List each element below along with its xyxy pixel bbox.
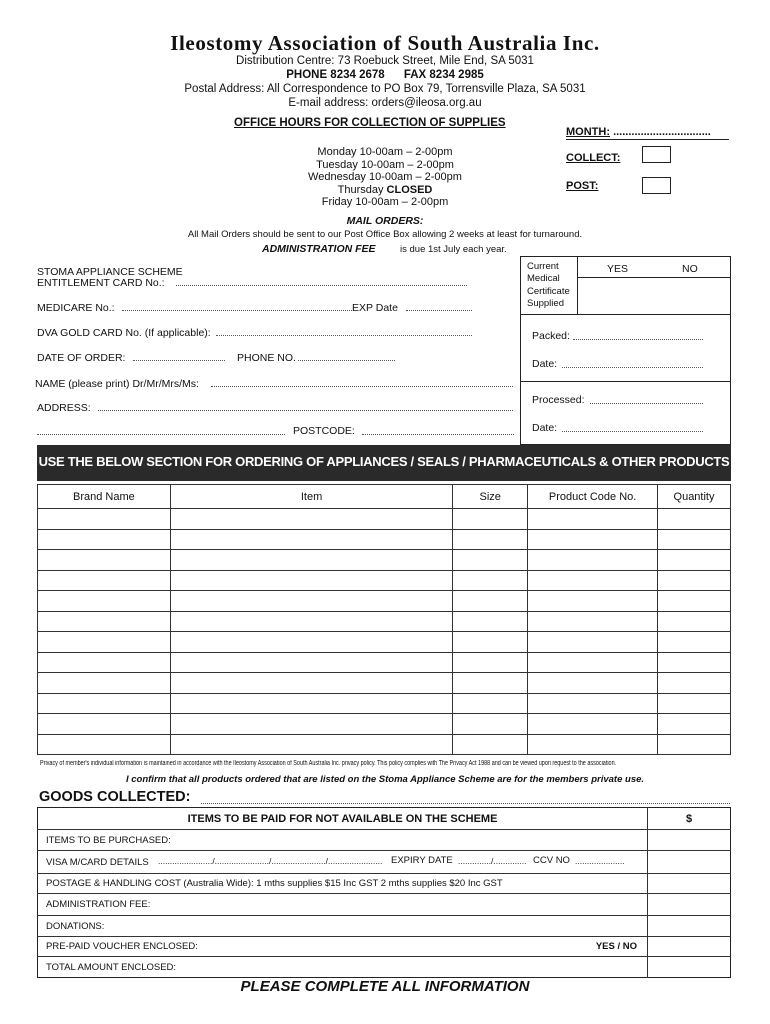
hours-tuesday: Tuesday 10-00am – 2-00pm xyxy=(316,158,454,171)
hours-thursday: Thursday CLOSED xyxy=(337,183,433,196)
date-of-order-field[interactable] xyxy=(133,352,225,361)
expiry-field[interactable]: ............../.............. xyxy=(458,856,527,866)
col-quantity: Quantity xyxy=(658,485,731,509)
phone-no-label: PHONE NO. xyxy=(237,352,296,364)
admin-fee-row[interactable]: ADMINISTRATION FEE: xyxy=(38,894,648,916)
table-row[interactable] xyxy=(38,693,731,714)
office-hours-heading: OFFICE HOURS FOR COLLECTION OF SUPPLIES xyxy=(234,117,506,129)
email-address: E-mail address: orders@ileosa.org.au xyxy=(288,97,482,109)
table-row[interactable] xyxy=(38,509,731,530)
phone-no-field[interactable] xyxy=(298,352,395,361)
certificate-yes[interactable]: YES xyxy=(607,263,629,275)
voucher-yes-no[interactable]: YES / NO xyxy=(595,941,637,952)
postcode-field[interactable] xyxy=(362,426,514,435)
org-title: Ileostomy Association of South Australia Inc. xyxy=(170,31,600,55)
postage-row[interactable]: POSTAGE & HANDLING COST (Australia Wide): 1 mths supplies $15 Inc GST 2 mths supplies $20 Inc GST xyxy=(38,874,648,894)
visa-row[interactable] xyxy=(38,851,648,874)
processed-field[interactable] xyxy=(590,395,703,404)
medicare-field[interactable] xyxy=(122,302,352,311)
collect-checkbox[interactable] xyxy=(642,146,671,163)
hours-friday: Friday 10-00am – 2-00pm xyxy=(321,196,449,209)
date-of-order-label: DATE OF ORDER: xyxy=(37,352,126,364)
table-row[interactable] xyxy=(38,570,731,591)
table-row[interactable] xyxy=(38,734,731,755)
address-field-line2[interactable] xyxy=(37,426,285,435)
processed-label: Processed: xyxy=(532,394,585,406)
closed-label: CLOSED xyxy=(386,183,433,196)
processed-date-label: Date: xyxy=(532,422,558,434)
post-label: POST: xyxy=(566,180,599,192)
postal-address: Postal Address: All Correspondence to PO Box 79, Torrensville Plaza, SA 5031 xyxy=(184,83,586,95)
address-field[interactable] xyxy=(98,402,513,411)
payment-table xyxy=(37,807,731,978)
table-row[interactable] xyxy=(38,611,731,632)
postcode-label: POSTCODE: xyxy=(293,425,355,437)
donations-amount[interactable] xyxy=(648,916,731,937)
col-item: Item xyxy=(170,485,453,509)
admin-fee-note: is due 1st July each year. xyxy=(400,244,507,255)
hours-monday: Monday 10-00am – 2-00pm xyxy=(317,146,453,158)
dollar-heading: $ xyxy=(648,808,731,830)
exp-date-label: EXP Date xyxy=(352,302,398,314)
ccv-field[interactable]: ..................... xyxy=(575,856,625,866)
table-row[interactable] xyxy=(38,529,731,550)
privacy-statement: Privacy of member's individual information is maintained in accordance with the Ileostomy Association of South Australia Inc. privacy policy. This policy complies with The Privacy Act 1988 and can be viewed upon request to the association. xyxy=(40,760,617,767)
stoma-scheme-label: STOMA APPLIANCE SCHEME ENTITLEMENT CARD No.: xyxy=(37,266,183,289)
table-row[interactable] xyxy=(38,591,731,612)
medicare-label: MEDICARE No.: xyxy=(37,302,115,314)
payment-heading: ITEMS TO BE PAID FOR NOT AVAILABLE ON THE SCHEME xyxy=(38,808,648,830)
distribution-address: Distribution Centre: 73 Roebuck Street, Mile End, SA 5031 xyxy=(236,55,534,67)
dva-field[interactable] xyxy=(216,327,472,336)
exp-date-field[interactable] xyxy=(406,302,472,311)
certificate-label: Current Medical Certificate Supplied xyxy=(527,261,570,310)
admin-fee-label: ADMINISTRATION FEE xyxy=(262,243,376,255)
table-row[interactable] xyxy=(38,652,731,673)
month-field[interactable]: MONTH: ................................ xyxy=(566,126,711,138)
packed-field[interactable] xyxy=(573,331,703,340)
expiry-label: EXPIRY DATE xyxy=(391,855,453,866)
items-purchased-amount[interactable] xyxy=(648,830,731,851)
voucher-row[interactable] xyxy=(38,937,648,957)
total-amount[interactable] xyxy=(648,957,731,978)
col-size: Size xyxy=(453,485,528,509)
donations-row[interactable]: DONATIONS: xyxy=(38,916,648,937)
certificate-no[interactable]: NO xyxy=(682,263,698,275)
hours-wednesday: Wednesday 10-00am – 2-00pm xyxy=(308,171,462,184)
table-row[interactable] xyxy=(38,632,731,653)
confirm-statement: I confirm that all products ordered that are listed on the Stoma Appliance Scheme are for the members private use. xyxy=(125,774,645,785)
table-row[interactable] xyxy=(38,673,731,694)
mail-orders-heading: MAIL ORDERS: xyxy=(346,215,424,227)
collect-label: COLLECT: xyxy=(566,152,621,164)
order-table-header xyxy=(38,485,731,509)
table-row[interactable] xyxy=(38,714,731,735)
visa-field[interactable]: ......................./......................./......................./....................... xyxy=(158,856,383,866)
name-label: NAME (please print) Dr/Mr/Mrs/Ms: xyxy=(35,378,199,390)
mail-orders-text: All Mail Orders should be sent to our Post Office Box allowing 2 weeks at least for turnaround. xyxy=(187,229,583,240)
visa-amount[interactable] xyxy=(648,851,731,874)
postage-amount[interactable] xyxy=(648,874,731,894)
footer-notice: PLEASE COMPLETE ALL INFORMATION xyxy=(240,978,530,995)
office-hours-list xyxy=(250,146,520,209)
voucher-label: PRE-PAID VOUCHER ENCLOSED: xyxy=(46,941,198,952)
total-row[interactable]: TOTAL AMOUNT ENCLOSED: xyxy=(46,961,177,973)
col-brand-name: Brand Name xyxy=(38,485,171,509)
items-purchased-row[interactable]: ITEMS TO BE PURCHASED: xyxy=(38,830,648,851)
packed-date-field[interactable] xyxy=(562,359,703,368)
admin-fee-amount[interactable] xyxy=(648,894,731,916)
phone-fax: PHONE 8234 2678 FAX 8234 2985 xyxy=(286,69,484,81)
goods-collected-field[interactable] xyxy=(201,794,730,804)
address-label: ADDRESS: xyxy=(37,402,91,414)
packed-label: Packed: xyxy=(532,330,570,342)
dva-label: DVA GOLD CARD No. (If applicable): xyxy=(37,327,211,339)
order-banner: USE THE BELOW SECTION FOR ORDERING OF APPLIANCES / SEALS / PHARMACEUTICALS & OTHER PRODUCTS xyxy=(37,445,731,481)
ccv-label: CCV NO xyxy=(533,855,570,866)
order-table xyxy=(37,484,731,755)
entitlement-card-field[interactable] xyxy=(176,277,467,286)
goods-collected-label: GOODS COLLECTED: xyxy=(39,789,191,805)
visa-label: VISA M/CARD DETAILS xyxy=(46,856,149,868)
post-checkbox[interactable] xyxy=(642,177,671,194)
voucher-amount[interactable] xyxy=(648,937,731,957)
name-field[interactable] xyxy=(211,378,513,387)
processed-date-field[interactable] xyxy=(562,423,703,432)
col-product-code: Product Code No. xyxy=(528,485,658,509)
packed-date-label: Date: xyxy=(532,358,558,370)
table-row[interactable] xyxy=(38,550,731,571)
